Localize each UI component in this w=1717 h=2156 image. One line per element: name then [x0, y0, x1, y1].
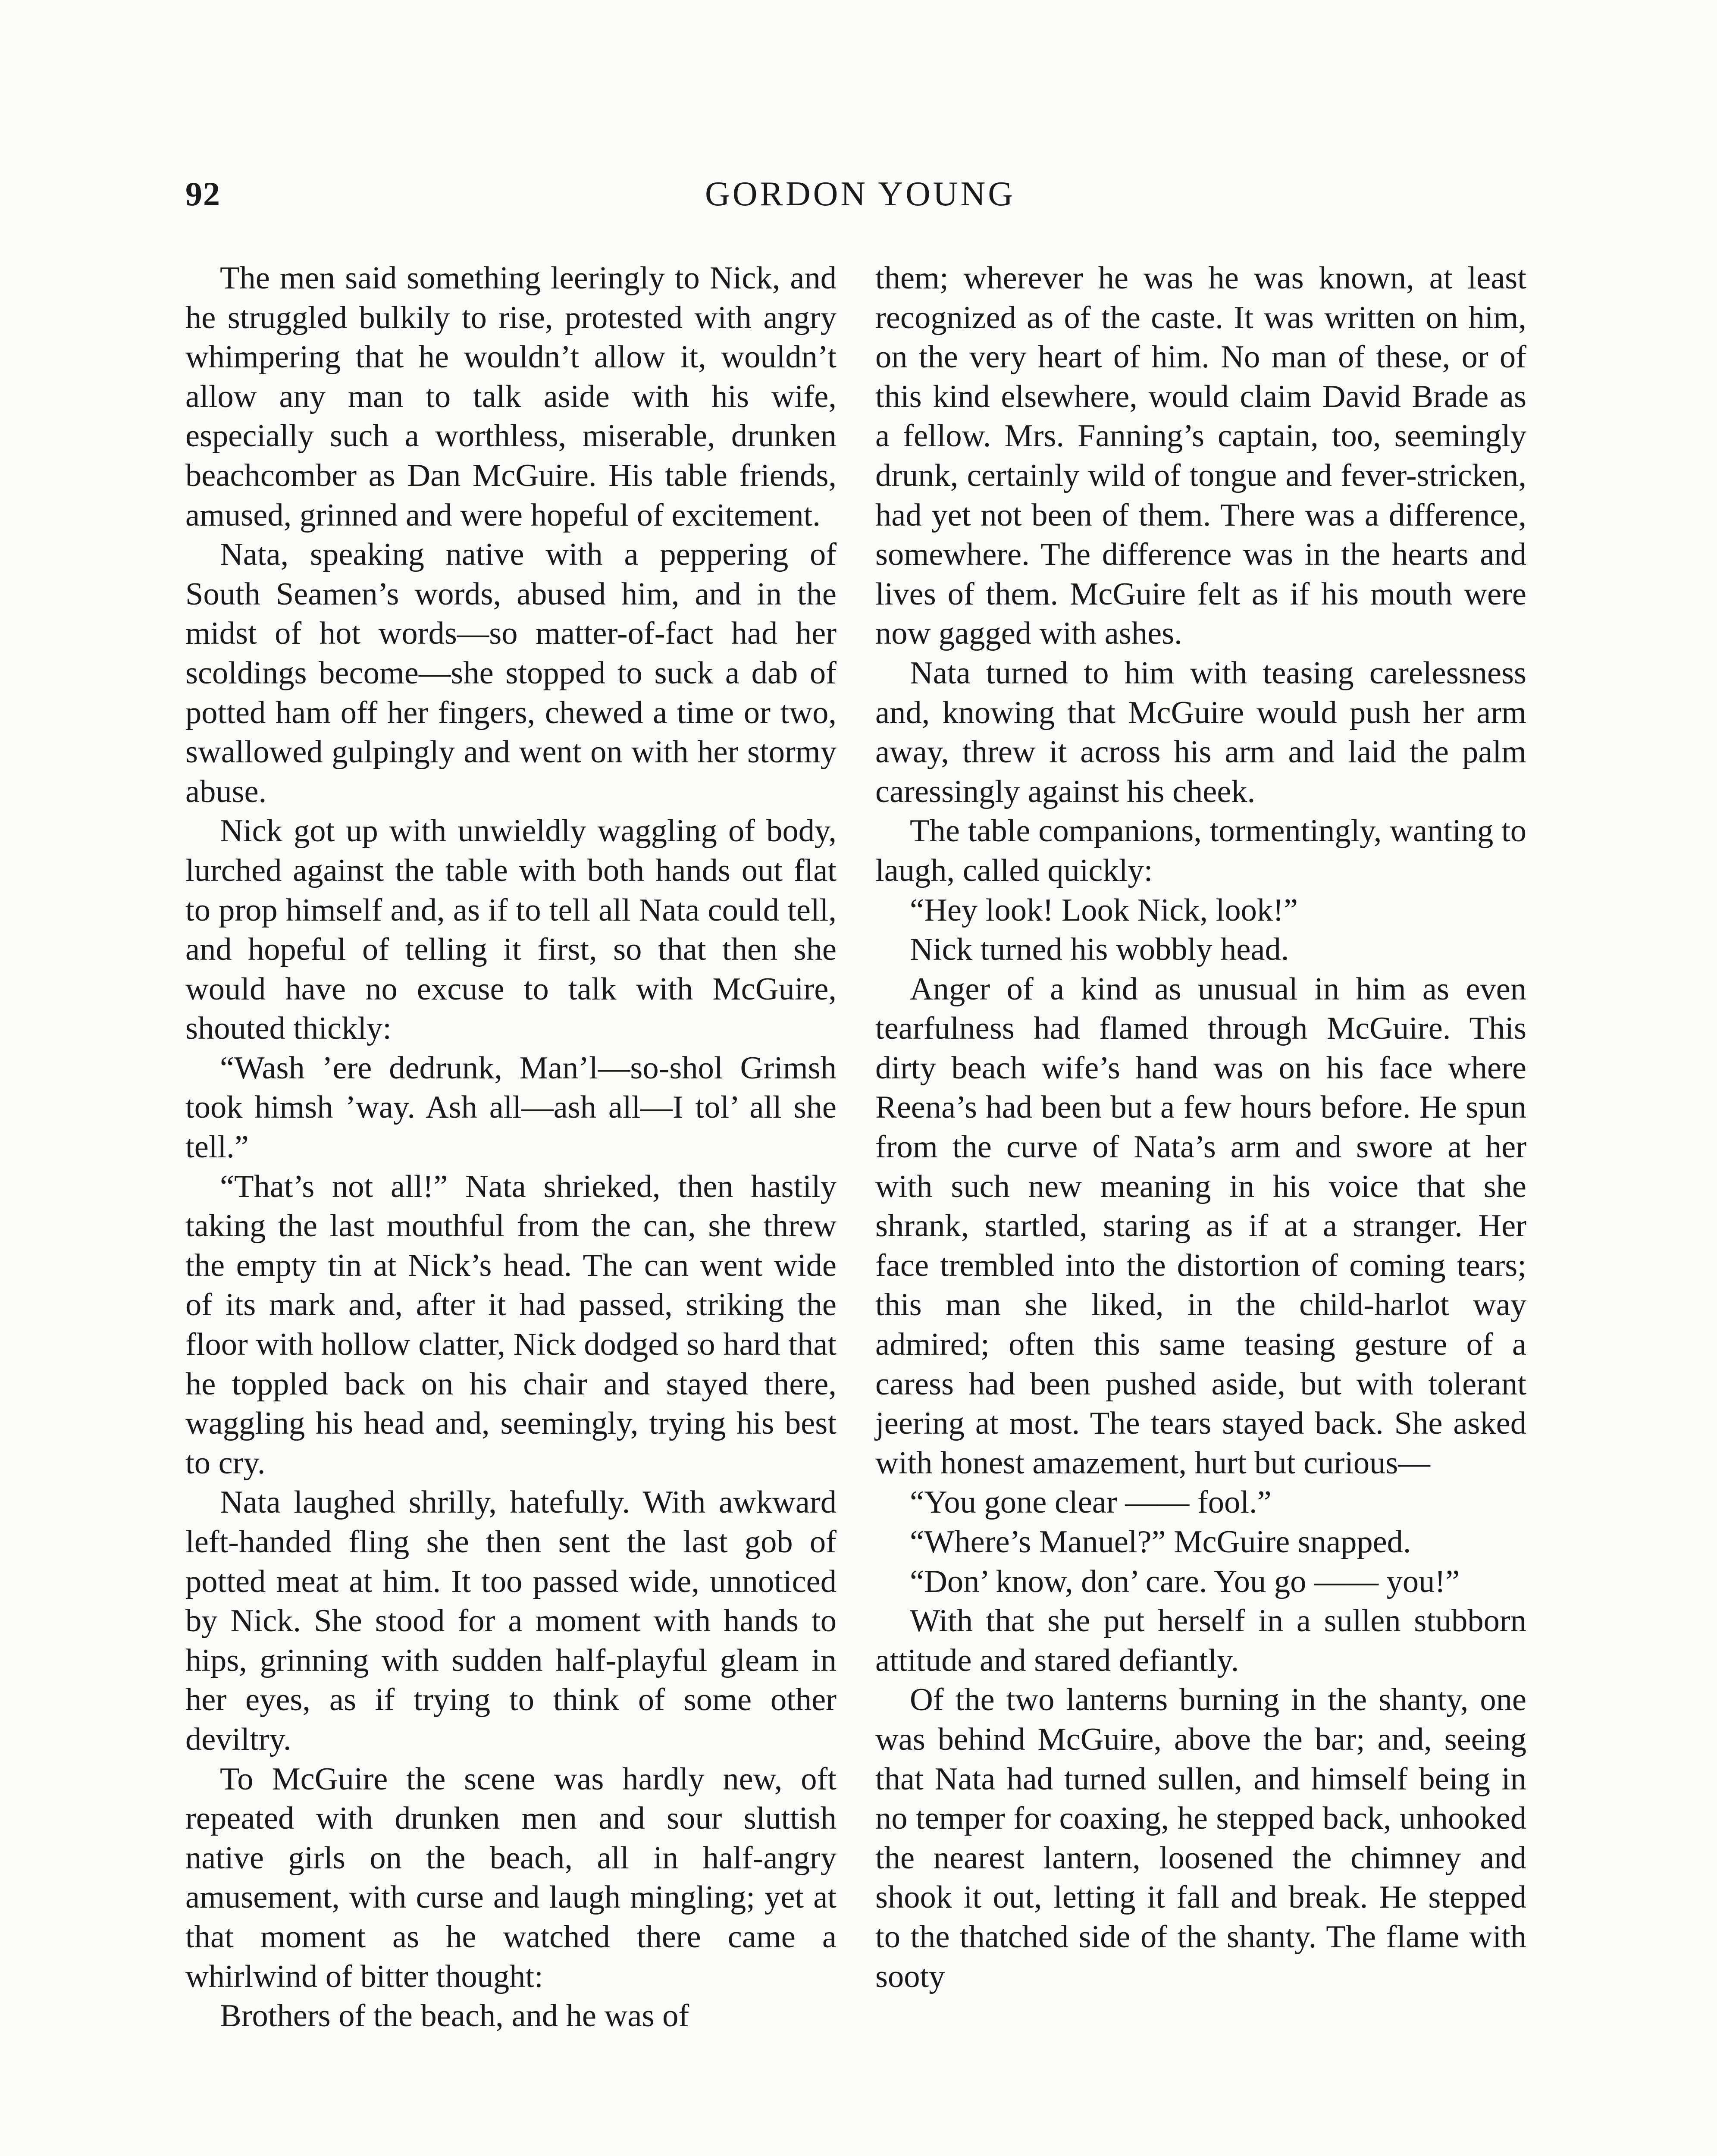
- left-column: [185, 259, 837, 2036]
- paragraph-continued: them; wherever he was he was known, at least recognized as of the caste. It was written on him, on the very heart of him. No man of these, or of this kind elsewhere, would claim David Brade as a fellow. Mrs. Fanning’s captain, too, seemingly drunk, certainly wild of tongue and fever-stricken, had yet not been of them. There was a difference, somewhere. The difference was in the hearts and lives of them. McGuire felt as if his mouth were now gagged with ashes.: [875, 260, 1526, 652]
- paragraph: The men said something leeringly to Nick, and he struggled bulkily to rise, protested with angry whimpering that he wouldn’t allow it, wouldn’t allow any man to talk aside with his wife, especially such a worthless, miserable, drunken beachcomber as Dan McGuire. His table friends, amused, grinned and were hopeful of excitement.: [185, 260, 837, 533]
- paragraph: Nata laughed shrilly, hatefully. With awkward left-handed fling she then sent the last gob of potted meat at him. It too passed wide, unnoticed by Nick. She stood for a moment with hands to hips, grinning with sudden half-playful gleam in her eyes, as if trying to think of some other deviltry.: [185, 1485, 837, 1757]
- paragraph: “Hey look! Look Nick, look!”: [910, 892, 1298, 928]
- running-head-author: GORDON YOUNG: [705, 175, 1016, 213]
- paragraph: “Don’ know, don’ care. You go —— you!”: [910, 1564, 1460, 1599]
- paragraph: “You gone clear —— fool.”: [910, 1485, 1272, 1520]
- paragraph: The table companions, tormentingly, wanting to laugh, called quickly:: [875, 813, 1526, 888]
- paragraph: “Where’s Manuel?” McGuire snapped.: [910, 1524, 1411, 1560]
- paragraph: Anger of a kind as unusual in him as even tearfulness had flamed through McGuire. This dirty beach wife’s hand was on his face where Reena’s had been but a few hours before. He spun from the curve of Nata’s arm and swore at her with such new meaning in his voice that she shrank, startled, staring as if at a stranger. Her face trembled into the distortion of coming tears; this man she liked, in the child-harlot way admired; often this same teasing gesture of a caress had been pushed aside, but with tolerant jeering at most. The tears stayed back. She asked with honest amazement, hurt but curious—: [875, 971, 1526, 1481]
- paragraph: Nick got up with unwieldly waggling of body, lurched against the table with both hands out flat to prop himself and, as if to tell all Nata could tell, and hopeful of telling it first, so that then she would have no excuse to talk with McGuire, shouted thickly:: [185, 813, 837, 1047]
- paragraph: Nata, speaking native with a peppering of South Seamen’s words, abused him, and in the midst of hot words—so matter-of-fact had her scoldings become—she stopped to suck a dab of potted ham off her fingers, chewed a time or two, swallowed gulpingly and went on with her stormy abuse.: [185, 537, 837, 809]
- paragraph: Nata turned to him with teasing carelessness and, knowing that McGuire would push her arm away, threw it across his arm and laid the palm caressingly against his cheek.: [875, 655, 1526, 809]
- paragraph: With that she put herself in a sullen stubborn attitude and stared defiantly.: [875, 1603, 1526, 1678]
- paragraph: “Wash ’ere dedrunk, Man’l—so-shol Grimsh took himsh ’way. Ash all—ash all—I tol’ all she tell.”: [185, 1050, 837, 1165]
- page-header: [185, 175, 1535, 222]
- paragraph: To McGuire the scene was hardly new, oft repeated with drunken men and sour sluttish native girls on the beach, all in half-angry amusement, with curse and laugh mingling; yet at that moment as he watched there came a whirlwind of bitter thought:: [185, 1761, 837, 1994]
- right-column: [875, 259, 1526, 1996]
- paragraph: Brothers of the beach, and he was of: [220, 1998, 689, 2034]
- paragraph: Nick turned his wobbly head.: [910, 932, 1289, 968]
- page-number: 92: [185, 175, 221, 213]
- paragraph: Of the two lanterns burning in the shanty, one was behind McGuire, above the bar; and, seeing that Nata had turned sullen, and himself being in no temper for coaxing, he stepped back, unhooked the nearest lantern, loosened the chimney and shook it out, letting it fall and break. He stepped to the thatched side of the shanty. The flame with sooty: [875, 1682, 1526, 1994]
- paragraph: “That’s not all!” Nata shrieked, then hastily taking the last mouthful from the can, she threw the empty tin at Nick’s head. The can went wide of its mark and, after it had passed, striking the floor with hollow clatter, Nick dodged so hard that he toppled back on his chair and stayed there, waggling his head and, seemingly, trying his best to cry.: [185, 1169, 837, 1481]
